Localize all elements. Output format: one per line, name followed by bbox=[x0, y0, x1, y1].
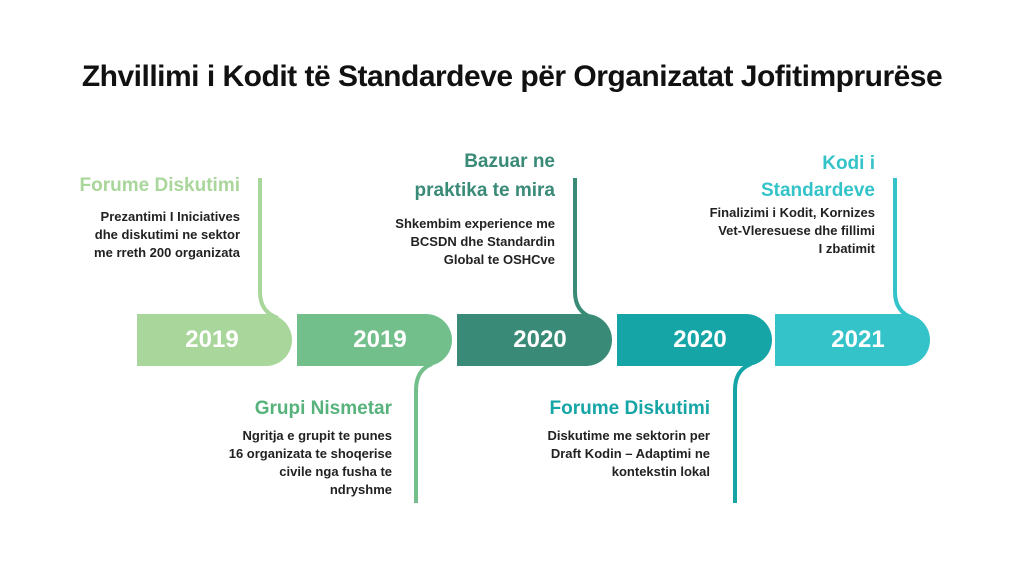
milestone-1-heading: Forume Diskutimi bbox=[79, 175, 240, 196]
description-line: BCSDN dhe Standardin bbox=[410, 234, 555, 249]
milestone-5-heading bbox=[670, 150, 875, 204]
connector-line-2 bbox=[416, 364, 432, 503]
description-line: me rreth 200 organizata bbox=[94, 245, 240, 260]
description-line: ndryshme bbox=[329, 482, 392, 497]
milestone-3 bbox=[355, 147, 555, 269]
description-line: Ngritja e grupit te punes bbox=[242, 428, 392, 443]
description-line: kontekstin lokal bbox=[611, 464, 710, 479]
description-line: Diskutime me sektorin per bbox=[547, 428, 710, 443]
milestone-3-description bbox=[355, 215, 555, 269]
description-line: Prezantimi I Iniciatives bbox=[100, 209, 240, 224]
milestone-1-description bbox=[40, 208, 240, 262]
milestone-1 bbox=[40, 173, 240, 262]
milestone-4 bbox=[510, 396, 710, 481]
connector-line-3 bbox=[575, 178, 593, 318]
description-line: Global te OSHCve bbox=[443, 252, 555, 267]
milestone-4-description bbox=[510, 427, 710, 481]
milestone-5 bbox=[670, 150, 875, 258]
heading-line: Bazuar ne bbox=[464, 151, 555, 172]
description-line: I zbatimit bbox=[818, 241, 875, 256]
description-line: Vet-Vleresuese dhe fillimi bbox=[718, 223, 875, 238]
milestone-5-description bbox=[670, 204, 875, 258]
connector-line-1 bbox=[260, 178, 278, 318]
heading-line: Kodi i bbox=[822, 153, 875, 174]
milestone-3-heading bbox=[355, 147, 555, 205]
connector-line-4 bbox=[735, 364, 751, 503]
year-label-2: 2019 bbox=[353, 326, 407, 353]
description-line: Shkembim experience me bbox=[395, 216, 555, 231]
description-line: Finalizimi i Kodit, Kornizes bbox=[709, 205, 875, 220]
description-line: dhe diskutimi ne sektor bbox=[94, 227, 240, 242]
heading-line: Standardeve bbox=[760, 180, 875, 201]
description-line: Draft Kodin – Adaptimi ne bbox=[550, 446, 710, 461]
year-label-4: 2020 bbox=[673, 326, 727, 353]
heading-line: praktika te mira bbox=[414, 180, 555, 201]
page-title: Zhvillimi i Kodit të Standardeve për Organizatat Jofitimprurëse bbox=[81, 60, 943, 93]
milestone-2 bbox=[192, 396, 392, 499]
year-label-3: 2020 bbox=[513, 326, 567, 353]
year-label-1: 2019 bbox=[185, 326, 239, 353]
milestone-4-heading: Forume Diskutimi bbox=[549, 398, 710, 419]
connector-line-5 bbox=[895, 178, 913, 318]
milestone-2-heading: Grupi Nismetar bbox=[254, 398, 392, 419]
milestone-2-description bbox=[192, 427, 392, 499]
description-line: civile nga fusha te bbox=[279, 464, 392, 479]
description-line: 16 organizata te shoqerise bbox=[228, 446, 392, 461]
year-label-5: 2021 bbox=[831, 326, 885, 353]
